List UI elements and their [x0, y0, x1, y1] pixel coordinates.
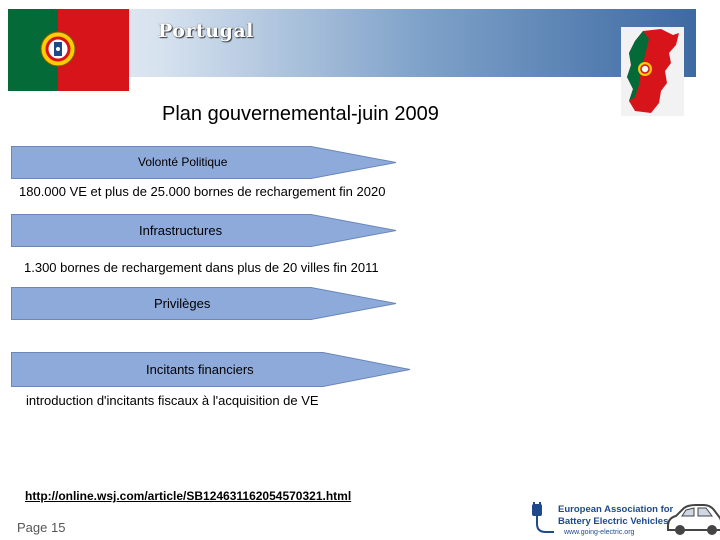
section-label-1: Volonté Politique	[138, 155, 228, 169]
plug-icon	[524, 502, 556, 538]
section-label-2: Infrastructures	[139, 223, 223, 238]
portugal-map	[621, 27, 684, 116]
logo-line-1: European Association for	[558, 504, 674, 515]
page-number: Page 15	[17, 520, 66, 535]
slide-subtitle: Plan gouvernemental-juin 2009	[162, 103, 439, 125]
section-detail-2: 1.300 bornes de rechargement dans plus de 20 villes fin 2011	[24, 260, 379, 275]
section-label-3: Privilèges	[154, 296, 211, 311]
section-label-4: Incitants financiers	[146, 362, 254, 377]
logo-line-3: www.going-electric.org	[564, 529, 635, 536]
page-title: Portugal	[158, 20, 254, 42]
section-arrow-4	[11, 352, 411, 385]
section-detail-1: 180.000 VE et plus de 25.000 bornes de rechargement fin 2020	[19, 184, 386, 199]
car-icon	[664, 502, 720, 538]
eabev-logo	[524, 500, 720, 540]
section-detail-4: introduction d'incitants fiscaux à l'acquisition de VE	[26, 393, 319, 408]
section-arrow-2	[11, 214, 397, 247]
logo-line-2: Battery Electric Vehicles	[558, 516, 669, 527]
portugal-flag	[8, 9, 129, 91]
section-arrow-3	[11, 287, 397, 320]
section-arrow-1	[11, 146, 397, 179]
source-link[interactable]: http://online.wsj.com/article/SB124631162054570321.html	[25, 489, 352, 503]
coat-of-arms-icon	[36, 27, 80, 71]
